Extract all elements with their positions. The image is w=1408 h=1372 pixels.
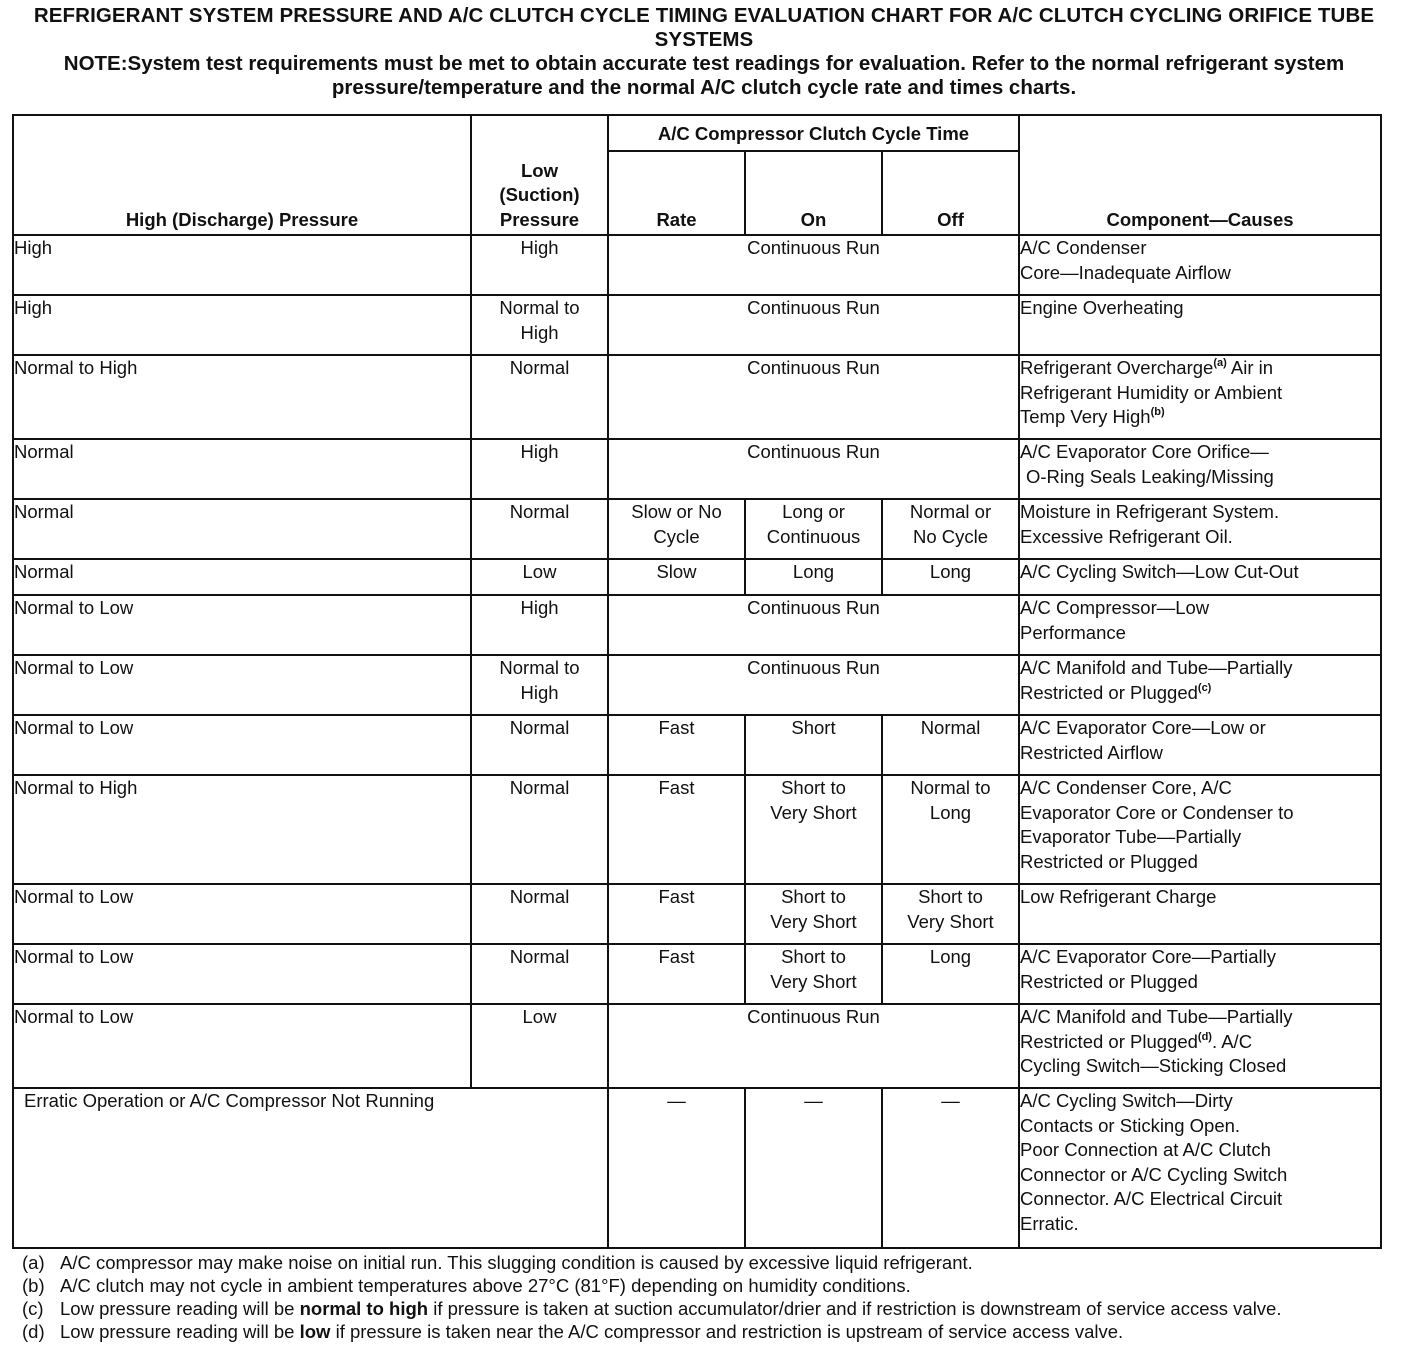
cause-text: Restricted or Plugged bbox=[1020, 681, 1198, 703]
off-cell bbox=[882, 775, 1019, 884]
header-low-line: Pressure bbox=[499, 208, 580, 230]
cause-cell bbox=[1019, 559, 1381, 595]
off-cell: Normal bbox=[882, 715, 1019, 775]
footnote-label: (c) bbox=[22, 1298, 44, 1319]
table-row bbox=[13, 235, 1381, 295]
footnote-ref-c: (c) bbox=[1197, 681, 1212, 694]
cycle-cell: Continuous Run bbox=[608, 595, 1019, 655]
cause-line: A/C Condenser bbox=[1020, 237, 1147, 258]
rate-cell: Fast bbox=[608, 884, 745, 944]
high-pressure-cell: Normal bbox=[13, 499, 471, 559]
high-pressure-cell: Normal bbox=[13, 439, 471, 499]
cycle-cell: Continuous Run bbox=[608, 295, 1019, 355]
footnote-text: A/C clutch may not cycle in ambient temperatures above 27°C (81°F) depending on humidity conditions. bbox=[60, 1275, 911, 1296]
rate-cell: — bbox=[608, 1088, 745, 1248]
cause-line: Poor Connection at A/C Clutch bbox=[1020, 1139, 1271, 1160]
cause-line: A/C Manifold and Tube—Partially bbox=[1020, 1006, 1293, 1027]
cause-line: A/C Manifold and Tube—Partially bbox=[1020, 657, 1293, 678]
cause-cell bbox=[1019, 355, 1381, 439]
off-cell: — bbox=[882, 1088, 1019, 1248]
header-causes: Component—Causes bbox=[1019, 115, 1381, 235]
cause-cell bbox=[1019, 655, 1381, 715]
cause-line: Excessive Refrigerant Oil. bbox=[1020, 525, 1233, 547]
low-line: High bbox=[520, 597, 559, 618]
low-pressure-cell bbox=[471, 355, 608, 439]
high-pressure-cell: Normal bbox=[13, 559, 471, 595]
cause-cell bbox=[1019, 775, 1381, 884]
off-line: Long bbox=[929, 801, 972, 823]
footnote-c bbox=[22, 1297, 1392, 1320]
footnote-label: (a) bbox=[22, 1252, 45, 1273]
off-cell: Long bbox=[882, 559, 1019, 595]
footnote-emphasis: low bbox=[299, 1321, 331, 1342]
on-cell bbox=[745, 944, 882, 1004]
footnote-b bbox=[22, 1274, 1392, 1297]
on-cell: Long bbox=[745, 559, 882, 595]
cause-text: Refrigerant Overcharge bbox=[1020, 357, 1214, 378]
cause-line: Erratic. bbox=[1020, 1212, 1079, 1234]
table-row bbox=[13, 944, 1381, 1004]
footnote-d bbox=[22, 1320, 1392, 1343]
cycle-cell: Continuous Run bbox=[608, 655, 1019, 715]
cause-cell bbox=[1019, 884, 1381, 944]
high-pressure-cell: High bbox=[13, 235, 471, 295]
cause-line: A/C Cycling Switch—Dirty bbox=[1020, 1090, 1233, 1111]
cause-line: O-Ring Seals Leaking/Missing bbox=[1026, 465, 1274, 487]
table-row bbox=[13, 715, 1381, 775]
low-pressure-cell bbox=[471, 499, 608, 559]
low-line: Normal bbox=[509, 946, 570, 967]
cause-line: A/C Evaporator Core Orifice— bbox=[1020, 441, 1269, 462]
low-line: Normal bbox=[509, 501, 570, 522]
cause-line: Evaporator Tube—Partially bbox=[1020, 826, 1242, 847]
low-line: High bbox=[520, 321, 559, 343]
on-line: Very Short bbox=[770, 801, 857, 823]
cause-line: Connector. A/C Electrical Circuit bbox=[1020, 1188, 1283, 1209]
off-cell bbox=[882, 499, 1019, 559]
off-cell bbox=[882, 884, 1019, 944]
on-line: Long or bbox=[782, 501, 845, 522]
footnote-label: (d) bbox=[22, 1321, 45, 1342]
cause-line: Low Refrigerant Charge bbox=[1020, 886, 1217, 907]
table-row bbox=[13, 1088, 1381, 1248]
on-cell: — bbox=[745, 1088, 882, 1248]
cause-cell bbox=[1019, 944, 1381, 1004]
high-pressure-cell: Normal to Low bbox=[13, 1004, 471, 1088]
cause-cell bbox=[1019, 295, 1381, 355]
footnote-ref-b: (b) bbox=[1150, 406, 1165, 418]
header-off: Off bbox=[882, 151, 1019, 235]
off-line: No Cycle bbox=[912, 525, 989, 547]
rate-line: Cycle bbox=[653, 525, 700, 547]
cause-cell bbox=[1019, 499, 1381, 559]
cycle-cell: Continuous Run bbox=[608, 235, 1019, 295]
low-line: High bbox=[520, 681, 559, 703]
header-on: On bbox=[745, 151, 882, 235]
rate-line: Slow or No bbox=[631, 501, 722, 522]
on-line: Short to bbox=[781, 886, 846, 907]
off-line: Normal to bbox=[910, 777, 991, 798]
high-pressure-cell: Normal to Low bbox=[13, 655, 471, 715]
rate-cell: Slow bbox=[608, 559, 745, 595]
cause-line bbox=[1020, 356, 1380, 381]
cause-line bbox=[1020, 681, 1380, 706]
high-pressure-cell: Normal to Low bbox=[13, 715, 471, 775]
footnote-text: A/C compressor may make noise on initial run. This slugging condition is caused by excessive liquid refrigerant. bbox=[60, 1252, 973, 1273]
cause-cell bbox=[1019, 439, 1381, 499]
high-pressure-cell: Erratic Operation or A/C Compressor Not Running bbox=[13, 1088, 608, 1248]
footnote-text-part: if pressure is taken near the A/C compressor and restriction is upstream of service access valve. bbox=[330, 1321, 1124, 1342]
low-line: Normal bbox=[509, 886, 570, 907]
footnote-text bbox=[60, 1320, 1392, 1343]
cause-line: A/C Evaporator Core—Partially bbox=[1020, 946, 1277, 967]
low-line: Normal to bbox=[499, 657, 580, 678]
table-row bbox=[13, 439, 1381, 499]
on-line: Short to bbox=[781, 946, 846, 967]
header-cycle-time: A/C Compressor Clutch Cycle Time bbox=[608, 115, 1019, 151]
off-line: Very Short bbox=[907, 910, 994, 932]
low-pressure-cell bbox=[471, 295, 608, 355]
low-pressure-cell bbox=[471, 595, 608, 655]
chart-note: NOTE:System test requirements must be met to obtain accurate test readings for evaluation. Refer to the normal refrigerant system pressure/temperature and the normal A/C clutch cycle rate and times charts. bbox=[63, 52, 1345, 99]
table-row bbox=[13, 775, 1381, 884]
low-line: High bbox=[520, 237, 559, 258]
cause-text: Temp Very High bbox=[1020, 406, 1151, 427]
high-pressure-cell: Normal to Low bbox=[13, 944, 471, 1004]
footnote-text bbox=[60, 1297, 1392, 1320]
cause-line: Refrigerant Humidity or Ambient bbox=[1020, 381, 1283, 403]
header-rate: Rate bbox=[608, 151, 745, 235]
cause-line: Core—Inadequate Airflow bbox=[1020, 261, 1231, 283]
on-cell bbox=[745, 499, 882, 559]
off-cell: Long bbox=[882, 944, 1019, 1004]
cause-text: . A/C bbox=[1211, 1030, 1253, 1052]
cause-line: Performance bbox=[1020, 621, 1126, 643]
cause-cell bbox=[1019, 595, 1381, 655]
cause-line: A/C Condenser Core, A/C bbox=[1020, 777, 1232, 798]
evaluation-table bbox=[12, 114, 1382, 1249]
low-line: Normal to bbox=[499, 297, 580, 318]
rate-cell: Fast bbox=[608, 944, 745, 1004]
footnote-ref-a: (a) bbox=[1213, 357, 1227, 369]
table-row bbox=[13, 559, 1381, 595]
on-line: Very Short bbox=[770, 910, 857, 932]
low-line: Normal bbox=[509, 777, 570, 798]
footnotes bbox=[22, 1251, 1392, 1343]
cause-cell bbox=[1019, 1004, 1381, 1088]
on-cell: Short bbox=[745, 715, 882, 775]
cause-text: Restricted or Plugged bbox=[1020, 1030, 1198, 1052]
footnote-text-part: if pressure is taken at suction accumulator/drier and if restriction is downstream of service access valve. bbox=[428, 1298, 1282, 1319]
footnote-a bbox=[22, 1251, 1392, 1274]
low-line: Low bbox=[522, 561, 557, 582]
cause-line: Restricted or Plugged bbox=[1020, 970, 1198, 992]
footnote-text-part: Low pressure reading will be bbox=[60, 1298, 300, 1319]
low-line: Normal bbox=[509, 357, 570, 378]
cause-line: Connector or A/C Cycling Switch bbox=[1020, 1163, 1288, 1185]
on-line: Short to bbox=[781, 777, 846, 798]
footnote-label: (b) bbox=[22, 1275, 45, 1296]
low-pressure-cell bbox=[471, 775, 608, 884]
cycle-cell: Continuous Run bbox=[608, 439, 1019, 499]
table-row bbox=[13, 595, 1381, 655]
cause-line: Restricted Airflow bbox=[1020, 741, 1163, 763]
table-row bbox=[13, 499, 1381, 559]
cause-line: A/C Evaporator Core—Low or bbox=[1020, 717, 1266, 738]
cause-cell bbox=[1019, 235, 1381, 295]
cause-line bbox=[1020, 405, 1380, 430]
high-pressure-cell: Normal to Low bbox=[13, 884, 471, 944]
high-pressure-cell: Normal to High bbox=[13, 355, 471, 439]
low-pressure-cell bbox=[471, 439, 608, 499]
header-high-pressure: High (Discharge) Pressure bbox=[13, 115, 471, 235]
off-line: Short to bbox=[918, 886, 983, 907]
footnote-ref-d: (d) bbox=[1197, 1030, 1212, 1043]
low-pressure-cell bbox=[471, 884, 608, 944]
table-row bbox=[13, 1004, 1381, 1088]
on-line: Very Short bbox=[770, 970, 857, 992]
cycle-cell: Continuous Run bbox=[608, 1004, 1019, 1088]
table-row bbox=[13, 295, 1381, 355]
table-row bbox=[13, 655, 1381, 715]
header-low-line: (Suction) bbox=[499, 184, 580, 205]
cause-line: Evaporator Core or Condenser to bbox=[1020, 801, 1294, 823]
low-line: High bbox=[520, 441, 559, 462]
cause-line: A/C Compressor—Low bbox=[1020, 597, 1210, 618]
table-row bbox=[13, 884, 1381, 944]
low-pressure-cell bbox=[471, 715, 608, 775]
cause-cell bbox=[1019, 715, 1381, 775]
low-pressure-cell bbox=[471, 944, 608, 1004]
rate-cell: Fast bbox=[608, 715, 745, 775]
table-row bbox=[13, 355, 1381, 439]
cause-text: Air in bbox=[1226, 357, 1274, 378]
cause-line: Cycling Switch—Sticking Closed bbox=[1020, 1055, 1287, 1076]
high-pressure-cell: Normal to High bbox=[13, 775, 471, 884]
high-pressure-cell: High bbox=[13, 295, 471, 355]
cycle-cell: Continuous Run bbox=[608, 355, 1019, 439]
header-low-pressure bbox=[471, 115, 608, 235]
low-line: Normal bbox=[509, 717, 570, 738]
footnote-emphasis: normal to high bbox=[299, 1298, 429, 1319]
low-pressure-cell bbox=[471, 1004, 608, 1088]
cause-line: A/C Cycling Switch—Low Cut-Out bbox=[1020, 561, 1299, 582]
cause-cell bbox=[1019, 1088, 1381, 1248]
on-cell bbox=[745, 884, 882, 944]
on-line: Continuous bbox=[766, 525, 861, 547]
low-pressure-cell bbox=[471, 559, 608, 595]
cause-line: Moisture in Refrigerant System. bbox=[1020, 501, 1280, 522]
cause-line: Restricted or Plugged bbox=[1020, 850, 1198, 872]
cause-line: Contacts or Sticking Open. bbox=[1020, 1114, 1241, 1136]
low-line: Low bbox=[522, 1006, 557, 1027]
low-pressure-cell bbox=[471, 655, 608, 715]
cause-line: Engine Overheating bbox=[1020, 297, 1184, 318]
low-pressure-cell bbox=[471, 235, 608, 295]
off-line: Normal or bbox=[909, 501, 992, 522]
high-pressure-cell: Normal to Low bbox=[13, 595, 471, 655]
header-low-line: Low bbox=[521, 159, 558, 181]
on-cell bbox=[745, 775, 882, 884]
chart-title: REFRIGERANT SYSTEM PRESSURE AND A/C CLUTCH CYCLE TIMING EVALUATION CHART FOR A/C CLUTCH CYCLING ORIFICE TUBE SYSTEMS bbox=[33, 4, 1375, 51]
rate-cell bbox=[608, 499, 745, 559]
rate-cell: Fast bbox=[608, 775, 745, 884]
cause-line bbox=[1020, 1030, 1380, 1055]
footnote-text-part: Low pressure reading will be bbox=[60, 1321, 300, 1342]
